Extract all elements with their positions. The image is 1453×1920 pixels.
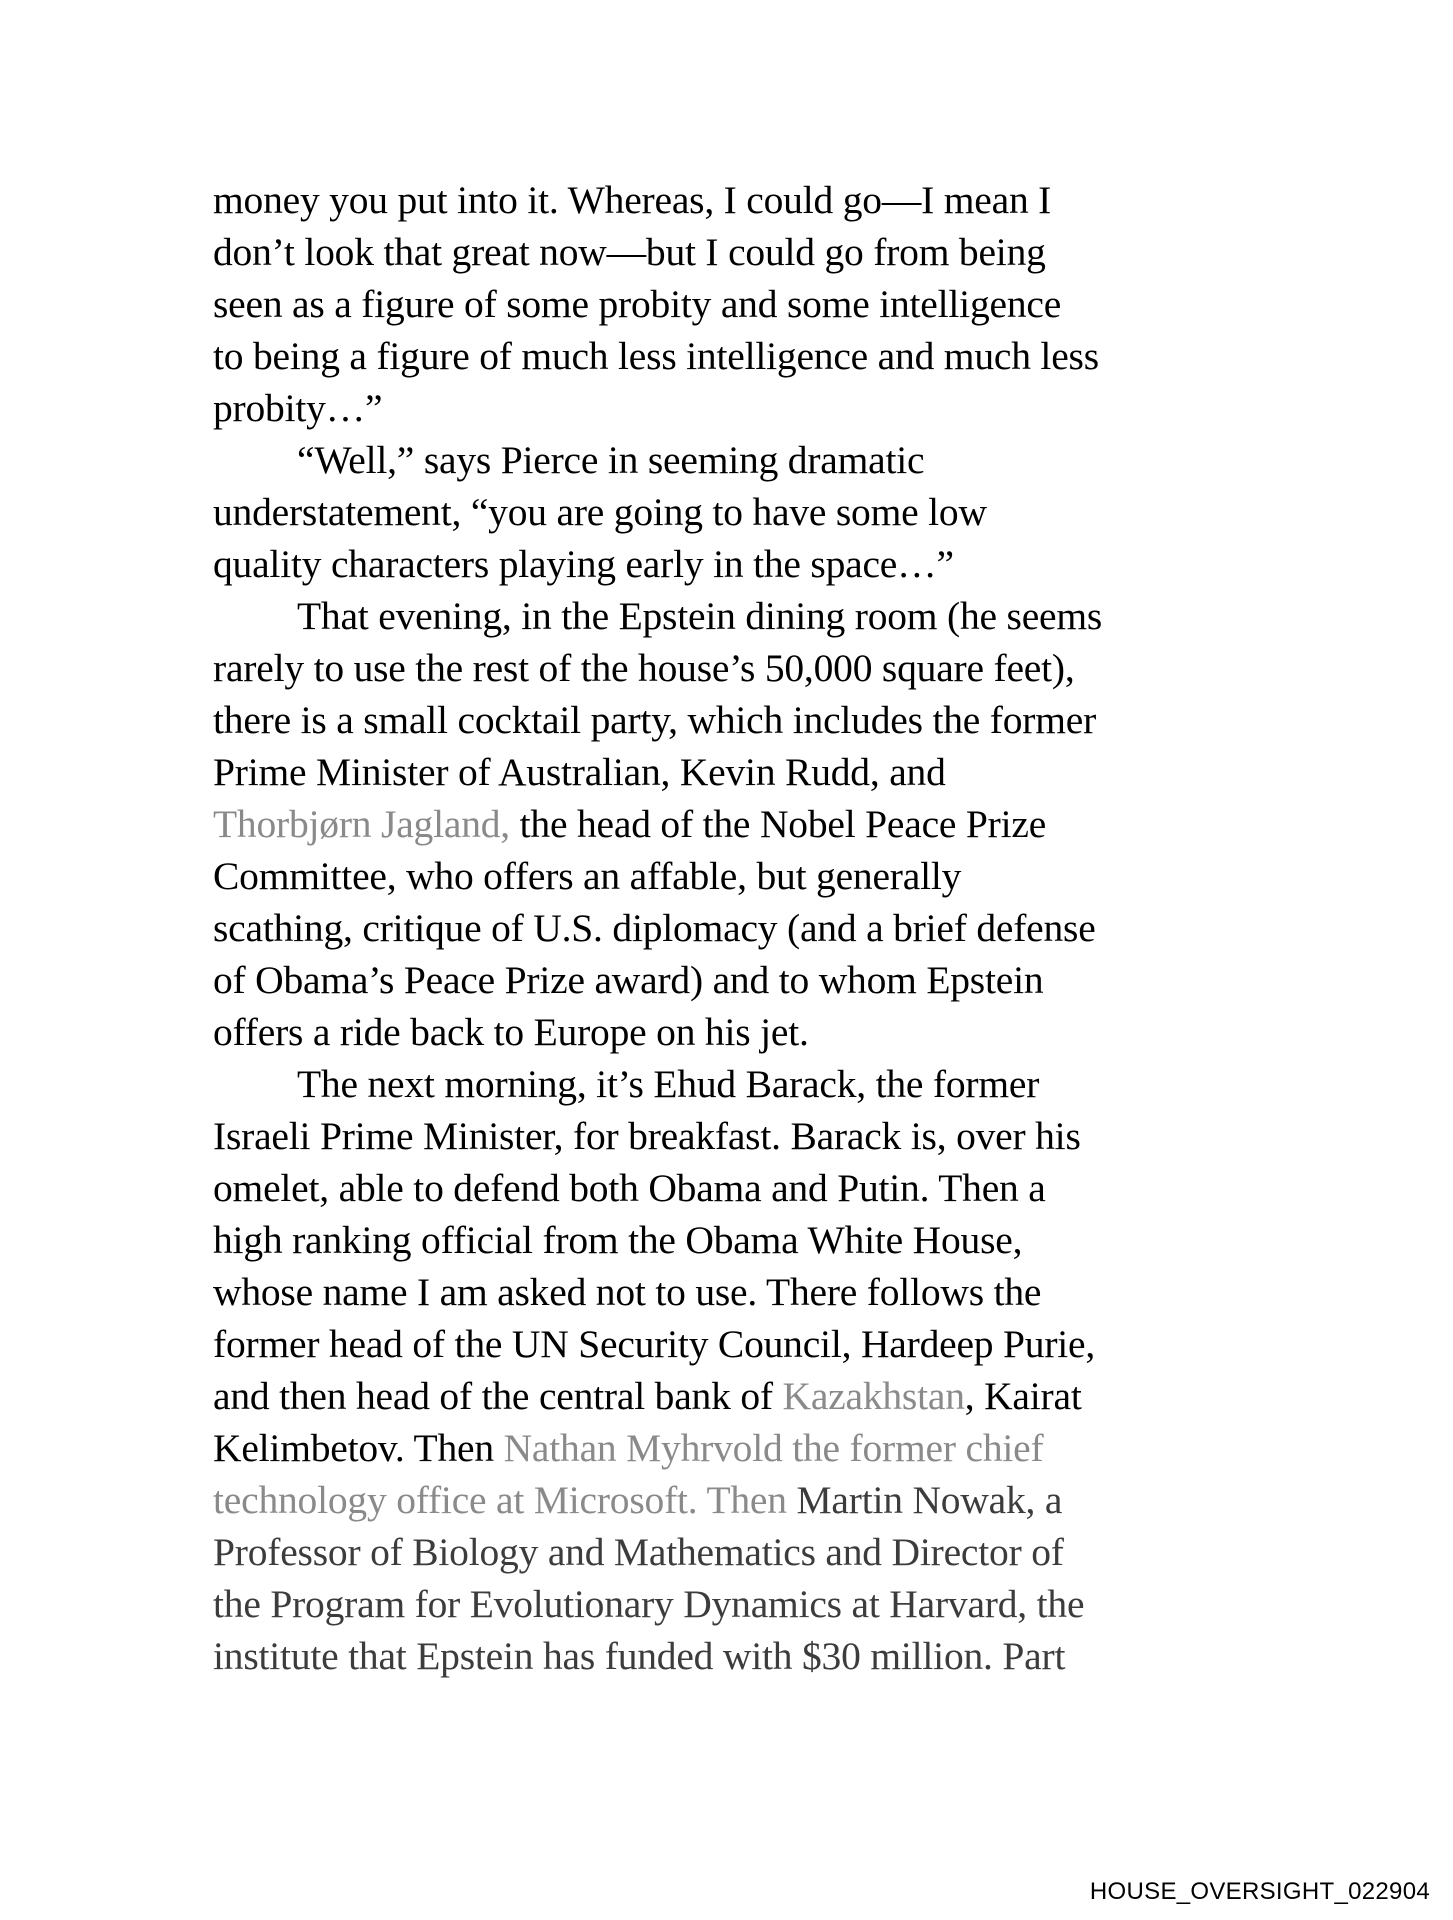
text-segment: Israeli Prime Minister, for breakfast. Barack is, over his [213, 1114, 1081, 1158]
text-line [213, 434, 1273, 486]
bates-number: HOUSE_OVERSIGHT_022904 [1089, 1878, 1430, 1905]
text-segment: and then head of the central bank of [213, 1374, 783, 1418]
text-line [213, 798, 1273, 850]
text-line [213, 902, 1273, 954]
text-line [213, 1058, 1273, 1110]
text-line [213, 1006, 1273, 1058]
text-segment: quality characters playing early in the space…” [213, 542, 954, 586]
text-line [213, 382, 1273, 434]
highlighted-text-segment: Nathan Myhrvold the former chief [503, 1426, 1044, 1470]
text-segment: high ranking official from the Obama White House, [213, 1218, 1023, 1262]
text-line [213, 850, 1273, 902]
text-segment: That evening, in the Epstein dining room (he seems [297, 594, 1103, 638]
text-line [213, 694, 1273, 746]
text-segment: former head of the UN Security Council, Hardeep Purie, [213, 1322, 1096, 1366]
text-line [213, 1370, 1273, 1422]
text-segment: don’t look that great now—but I could go from being [213, 230, 1046, 274]
text-line [213, 1422, 1273, 1474]
text-segment: the head of the Nobel Peace Prize [509, 802, 1047, 846]
text-segment: Prime Minister of Australian, Kevin Rudd, and [213, 750, 946, 794]
text-line [213, 1214, 1273, 1266]
text-line [213, 538, 1273, 590]
text-line [213, 1266, 1273, 1318]
text-segment: scathing, critique of U.S. diplomacy (and a brief defense [213, 906, 1096, 950]
text-line [213, 1110, 1273, 1162]
body-text [213, 174, 1273, 1682]
text-segment: money you put into it. Whereas, I could go—I mean I [213, 178, 1052, 222]
text-segment: Martin Nowak, a [796, 1478, 1063, 1522]
text-line [213, 1578, 1273, 1630]
text-segment: institute that Epstein has funded with $30 million. Part [213, 1634, 1066, 1678]
text-segment: offers a ride back to Europe on his jet. [213, 1010, 809, 1054]
highlighted-text-segment: Kazakhstan [782, 1374, 965, 1418]
text-segment: “Well,” says Pierce in seeming dramatic [297, 438, 925, 482]
text-segment: , Kairat [964, 1374, 1082, 1418]
text-line [213, 746, 1273, 798]
text-segment: seen as a figure of some probity and some intelligence [213, 282, 1062, 326]
text-segment: rarely to use the rest of the house’s 50,000 square feet), [213, 646, 1075, 690]
text-line [213, 226, 1273, 278]
text-segment: the Program for Evolutionary Dynamics at Harvard, the [213, 1582, 1085, 1626]
text-line [213, 1526, 1273, 1578]
text-segment: Professor of Biology and Mathematics and Director of [213, 1530, 1064, 1574]
text-segment: whose name I am asked not to use. There follows the [213, 1270, 1042, 1314]
text-segment: Kelimbetov. Then [213, 1426, 504, 1470]
text-line [213, 1474, 1273, 1526]
text-segment: probity…” [213, 386, 383, 430]
text-segment: The next morning, it’s Ehud Barack, the former [297, 1062, 1040, 1106]
text-segment: of Obama’s Peace Prize award) and to whom Epstein [213, 958, 1044, 1002]
text-segment: to being a figure of much less intelligence and much less [213, 334, 1099, 378]
highlighted-text-segment: Thorbjørn Jagland, [213, 802, 510, 846]
text-line [213, 1162, 1273, 1214]
text-line [213, 1318, 1273, 1370]
text-line [213, 486, 1273, 538]
text-line [213, 278, 1273, 330]
text-line [213, 642, 1273, 694]
text-line [213, 330, 1273, 382]
text-line [213, 590, 1273, 642]
text-segment: understatement, “you are going to have some low [213, 490, 987, 534]
text-line [213, 1630, 1273, 1682]
text-line [213, 174, 1273, 226]
text-segment: Committee, who offers an affable, but generally [213, 854, 962, 898]
text-segment: there is a small cocktail party, which includes the former [213, 698, 1097, 742]
text-segment: omelet, able to defend both Obama and Putin. Then a [213, 1166, 1046, 1210]
highlighted-text-segment: technology office at Microsoft. Then [213, 1478, 797, 1522]
text-line [213, 954, 1273, 1006]
